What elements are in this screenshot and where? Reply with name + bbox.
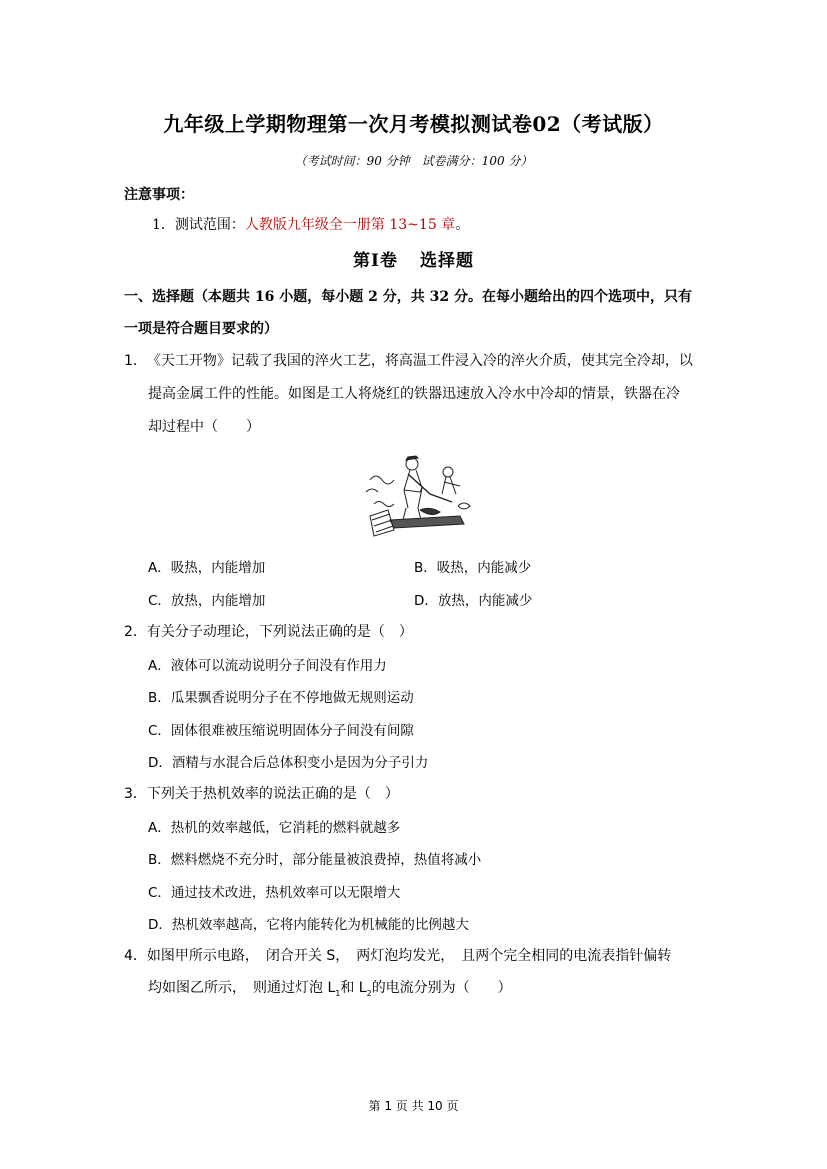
question-text: 的电流分别为（ ） bbox=[371, 980, 512, 996]
part-heading-line2: 一项是符合题目要求的） bbox=[124, 321, 278, 337]
question-1-line3: 却过程中（ ） bbox=[148, 419, 260, 435]
question-4-line2 bbox=[148, 977, 512, 998]
question-text: 下列关于热机效率的说法正确的是（ ） bbox=[146, 786, 399, 802]
question-text: 如图甲所示电路， 闭合开关 S， 两灯泡均发光， 且两个完全相同的电流表指针偏转 bbox=[146, 948, 672, 964]
notice-heading: 注意事项： bbox=[124, 187, 194, 203]
question-4-line1 bbox=[124, 945, 671, 965]
option-a: A．液体可以流动说明分子间没有作用力 bbox=[148, 658, 387, 674]
page-title: 九年级上学期物理第一次月考模拟测试卷02（考试版） bbox=[163, 112, 664, 136]
question-3 bbox=[124, 783, 399, 803]
question-text: 均如图乙所示， 则通过灯泡 L bbox=[148, 980, 336, 996]
part-heading-line1: 一、选择题（本题共 16 小题，每小题 2 分，共 32 分。在每小题给出的四个选项中，只有 bbox=[124, 289, 692, 305]
notice-item-suffix: 。 bbox=[455, 217, 470, 233]
option-c: C．固体很难被压缩说明固体分子间没有间隙 bbox=[148, 723, 414, 739]
option-c: C．通过技术改进，热机效率可以无限增大 bbox=[148, 885, 401, 901]
question-2 bbox=[124, 621, 413, 641]
notice-scope: 人教版九年级全一册第 13~15 章 bbox=[244, 217, 456, 233]
question-number: 4． bbox=[124, 948, 147, 964]
option-a: A．吸热，内能增加 bbox=[148, 560, 266, 576]
section-title bbox=[0, 246, 827, 271]
notice-item bbox=[152, 214, 469, 234]
option-a: A．热机的效率越低，它消耗的燃料就越多 bbox=[148, 820, 401, 836]
subscript: 2 bbox=[366, 988, 372, 998]
question-1-line1 bbox=[124, 350, 693, 370]
option-b: B．燃料燃烧不充分时，部分能量被浪费掉，热值将减小 bbox=[148, 852, 482, 868]
question-1-line2: 提高金属工件的性能。如图是工人将烧红的铁器迅速放入冷水中冷却的情景，铁器在冷 bbox=[148, 386, 680, 402]
option-c: C．放热，内能增加 bbox=[148, 593, 266, 609]
question-text: 和 L bbox=[340, 980, 367, 996]
question-text: 有关分子动理论，下列说法正确的是（ ） bbox=[146, 624, 413, 640]
subscript: 1 bbox=[335, 988, 341, 998]
option-d: D．热机效率越高，它将内能转化为机械能的比例越大 bbox=[148, 917, 469, 933]
option-d: D．放热，内能减少 bbox=[414, 593, 533, 609]
question-number: 3． bbox=[124, 786, 147, 802]
section-roman: 第Ⅰ卷 bbox=[353, 251, 398, 271]
option-b: B．吸热，内能减少 bbox=[414, 560, 532, 576]
question-number: 2． bbox=[124, 624, 147, 640]
notice-item-prefix: 1．测试范围： bbox=[152, 217, 245, 233]
exam-info: （考试时间：90 分钟 试卷满分：100 分） bbox=[294, 154, 533, 168]
quenching-illustration bbox=[360, 450, 480, 542]
option-d: D．酒精与水混合后总体积变小是因为分子引力 bbox=[148, 755, 429, 771]
section-name: 选择题 bbox=[419, 251, 474, 271]
page-number: 第 1 页 共 10 页 bbox=[368, 1099, 459, 1113]
option-b: B．瓜果飘香说明分子在不停地做无规则运动 bbox=[148, 690, 414, 706]
question-number: 1． bbox=[124, 353, 147, 369]
question-text: 《天工开物》记载了我国的淬火工艺，将高温工件浸入冷的淬火介质，使其完全冷却，以 bbox=[146, 353, 693, 369]
